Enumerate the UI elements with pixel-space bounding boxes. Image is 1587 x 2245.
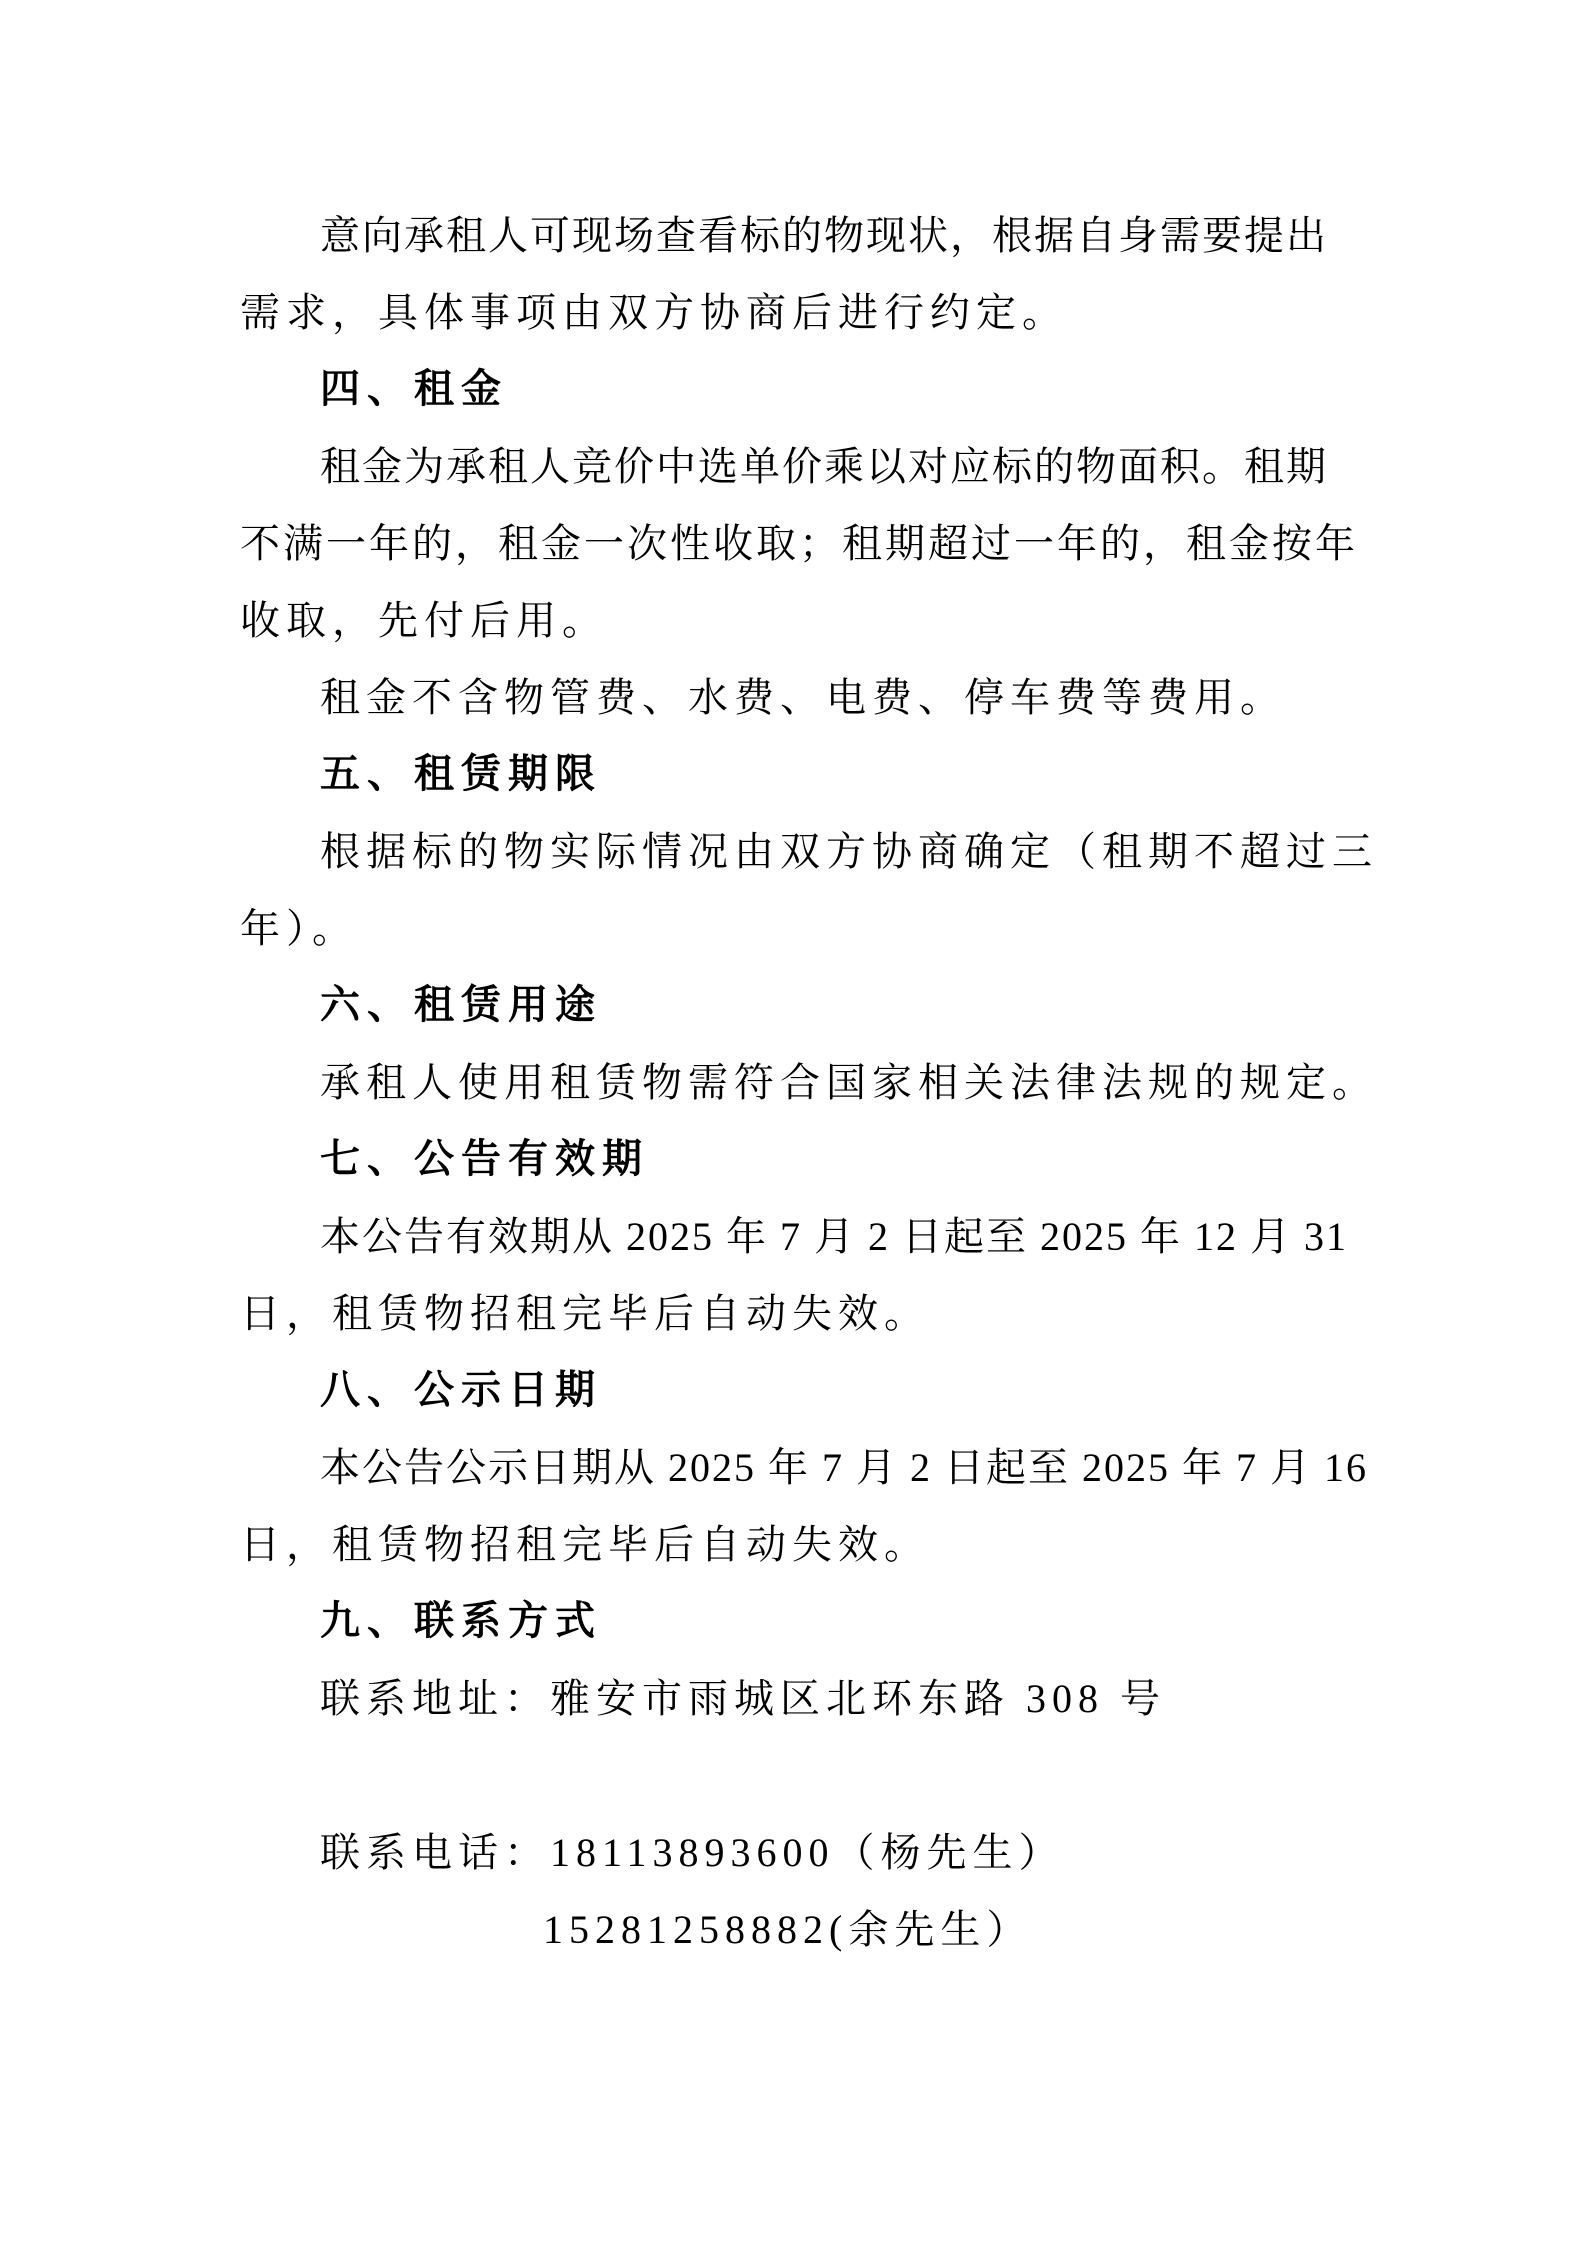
section-heading-rent: 四、租金 bbox=[320, 367, 508, 411]
paragraph-line: 承租人使用租赁物需符合国家相关法律法规的规定。 bbox=[320, 1060, 1378, 1105]
paragraph-line: 租金不含物管费、水费、电费、停车费等费用。 bbox=[320, 675, 1286, 720]
paragraph-line: 租金为承租人竞价中选单价乘以对应标的物面积。租期 bbox=[320, 444, 1328, 489]
blank-line bbox=[240, 1737, 1400, 1814]
paragraph-line: 日，租赁物招租完毕后自动失效。 bbox=[240, 1522, 930, 1567]
section-heading-validity: 七、公告有效期 bbox=[320, 1137, 649, 1181]
section-heading-publicity: 八、公示日期 bbox=[320, 1368, 602, 1412]
contact-phone-line-1: 联系电话：18113893600（杨先生） bbox=[320, 1830, 1065, 1875]
paragraph-line: 日，租赁物招租完毕后自动失效。 bbox=[240, 1291, 930, 1336]
contact-address-line: 联系地址：雅安市雨城区北环东路 308 号 bbox=[320, 1676, 1166, 1721]
paragraph-line: 本公告有效期从 2025 年 7 月 2 日起至 2025 年 12 月 31 bbox=[320, 1214, 1348, 1259]
document-content bbox=[240, 197, 1400, 1968]
section-heading-contact: 九、联系方式 bbox=[320, 1599, 602, 1643]
section-heading-lease-term: 五、租赁期限 bbox=[320, 752, 602, 796]
contact-phone-line-2: 15281258882(余先生） bbox=[543, 1907, 1033, 1952]
paragraph-line: 收取，先付后用。 bbox=[240, 598, 608, 643]
paragraph-line: 需求，具体事项由双方协商后进行约定。 bbox=[240, 290, 1068, 335]
paragraph-line: 不满一年的，租金一次性收取；租期超过一年的，租金按年 bbox=[240, 521, 1358, 566]
section-heading-lease-use: 六、租赁用途 bbox=[320, 983, 602, 1027]
paragraph-line: 意向承租人可现场查看标的物现状，根据自身需要提出 bbox=[320, 213, 1328, 258]
paragraph-line: 根据标的物实际情况由双方协商确定（租期不超过三 bbox=[320, 829, 1378, 874]
paragraph-line: 本公告公示日期从 2025 年 7 月 2 日起至 2025 年 7 月 16 bbox=[320, 1445, 1368, 1490]
paragraph-line: 年）。 bbox=[240, 906, 358, 951]
